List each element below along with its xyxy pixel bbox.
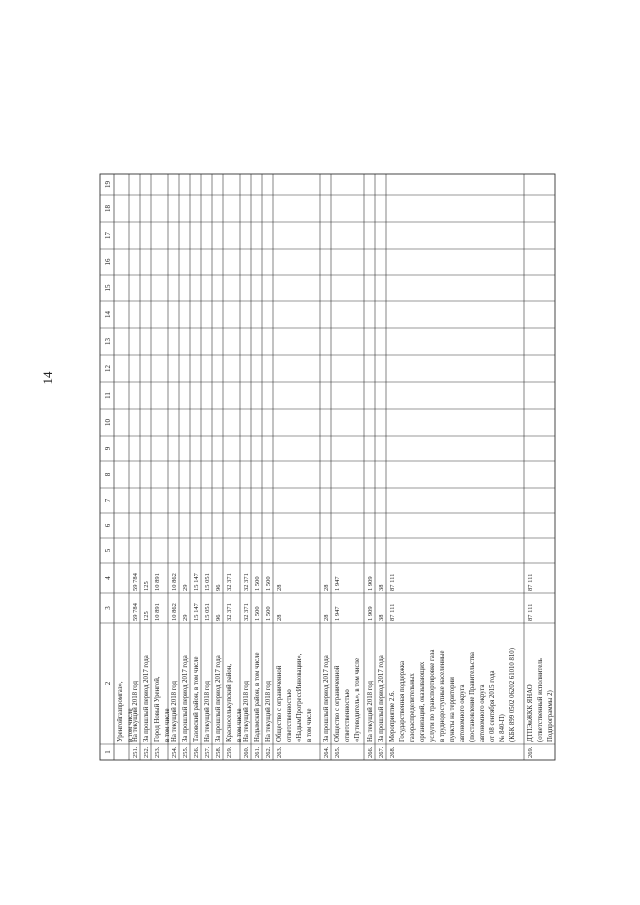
cell-col4: 87 111 [389, 573, 396, 591]
cell-col4: 15 147 [193, 573, 200, 591]
row-number: 261. [254, 746, 261, 758]
row-name: Общество с ограниченной [276, 665, 283, 742]
column-header-4: 4 [104, 576, 112, 580]
cell-col3: 32 371 [243, 603, 250, 621]
row-name: Красноселькупский район, [226, 663, 233, 742]
row-number: 263. [276, 746, 283, 758]
cell-col3: 96 [215, 614, 222, 621]
row-name: За прошлый период 2017 года [215, 655, 222, 742]
column-header-13: 13 [104, 338, 112, 345]
cell-col4: 1 500 [265, 576, 272, 591]
cell-col4: 10 891 [154, 573, 161, 591]
cell-col3: 28 [276, 614, 283, 621]
page-number: 14 [40, 371, 55, 385]
row-name: «Путеводитель», в том числе [354, 658, 361, 742]
cell-col3: 1 909 [367, 606, 374, 621]
cell-col4: 96 [215, 584, 222, 591]
row-number: 254. [171, 746, 178, 758]
column-header-17: 17 [104, 232, 112, 239]
row-name: Подпрограммы 2) [547, 690, 554, 742]
cell-col3: 10 862 [171, 603, 178, 621]
row-name: За прошлый период 2017 года [143, 655, 150, 742]
cell-col4: 1 947 [334, 576, 341, 591]
row-name: На текущий 2018 год [367, 681, 374, 742]
row-number: 258. [215, 746, 222, 758]
row-number: 267. [378, 746, 385, 758]
row-name: На текущий 2018 год [204, 681, 211, 742]
row-number: 266. [367, 746, 374, 758]
column-header-14: 14 [104, 311, 112, 318]
column-header-2: 2 [104, 681, 112, 686]
row-number: 257. [204, 746, 211, 758]
row-number: 264. [323, 746, 330, 758]
row-name: автономного округа [479, 684, 486, 742]
row-name: пункты на территории [449, 677, 456, 742]
cell-col4: 32 371 [243, 573, 250, 591]
cell-col4: 32 371 [226, 573, 233, 591]
row-name: (постановление Правительства [469, 652, 476, 742]
row-number: 265. [334, 746, 341, 758]
row-number: 251. [132, 746, 139, 758]
row-name: организаций, оказывающих [419, 661, 426, 742]
cell-col3: 28 [323, 614, 330, 621]
row-name: в том числе [236, 708, 243, 742]
row-name: в труднодоступные населенные [439, 650, 446, 742]
row-name: услуги по транспортировке газа [429, 649, 436, 742]
column-header-11: 11 [104, 392, 112, 399]
cell-col3: 1 500 [265, 606, 272, 621]
column-header-8: 8 [104, 472, 112, 477]
cell-col4: 59 784 [132, 573, 139, 591]
row-name: На текущий 2018 год [171, 681, 178, 742]
row-name: Надымский район, в том числе [254, 652, 261, 742]
row-name: в том числе [164, 708, 171, 742]
row-name: от 08 сентября 2015 года [489, 670, 496, 742]
cell-col4: 38 [378, 584, 385, 591]
row-name: ответственностью [286, 689, 293, 742]
cell-col4: 87 111 [527, 573, 534, 591]
row-number: 253. [154, 746, 161, 758]
row-name: Общество с ограниченной [334, 665, 341, 742]
row-name: газораспределительных [409, 673, 416, 742]
row-number: 256. [193, 746, 200, 758]
column-header-9: 9 [104, 446, 112, 451]
column-header-1: 1 [104, 750, 112, 754]
row-name: в том числе [306, 708, 313, 742]
column-header-7: 7 [104, 498, 112, 503]
cell-col4: 125 [143, 581, 150, 591]
row-name: (ответственный исполнитель [537, 658, 544, 742]
column-header-16: 16 [104, 258, 112, 266]
row-name: Тазовский район, в том числе [193, 656, 200, 742]
cell-col3: 32 371 [226, 603, 233, 621]
row-name: в том числе [127, 708, 134, 742]
row-number: 268. [389, 746, 396, 758]
cell-col3: 10 891 [154, 603, 161, 621]
cell-col3: 29 [182, 614, 189, 621]
cell-col3: 1 500 [254, 606, 261, 621]
row-name: На текущий 2018 год [243, 681, 250, 742]
row-number: 260. [243, 746, 250, 758]
cell-col4: 1 909 [367, 576, 374, 591]
cell-col3: 1 947 [334, 606, 341, 621]
column-header-6: 6 [104, 523, 112, 528]
cell-col4: 28 [323, 584, 330, 591]
cell-col4: 28 [276, 584, 283, 591]
row-name: (КБК 899 0502 06202 61010 810) [509, 648, 516, 742]
row-number: 262. [265, 746, 272, 758]
row-number: 255. [182, 746, 189, 758]
row-name: № 840-П) [499, 714, 506, 742]
cell-col4: 1 500 [254, 576, 261, 591]
row-name: На текущий 2018 год [132, 681, 139, 742]
row-number: 269. [527, 746, 534, 758]
row-name: Государственная поддержка [399, 660, 406, 742]
cell-col3: 38 [378, 614, 385, 621]
column-header-15: 15 [104, 284, 112, 292]
row-name: «НадымПрогрессИнновации», [296, 653, 303, 742]
column-header-19: 19 [104, 181, 112, 188]
row-name: За прошлый период 2017 года [323, 655, 330, 742]
cell-col3: 15 051 [204, 603, 211, 621]
row-name: ДТПЭиЖКК ЯНАО [527, 684, 534, 742]
cell-col4: 29 [182, 584, 189, 591]
cell-col3: 15 147 [193, 603, 200, 621]
cell-col3: 87 111 [527, 603, 534, 621]
row-name: Уренгойгазпромгаз», [117, 681, 124, 742]
cell-col3: 59 784 [132, 603, 139, 621]
column-header-3: 3 [104, 606, 112, 610]
row-name: На текущий 2018 год [265, 681, 272, 742]
cell-col4: 15 051 [204, 573, 211, 591]
column-header-12: 12 [104, 365, 112, 372]
column-header-18: 18 [104, 205, 112, 212]
column-header-5: 5 [104, 548, 112, 553]
data-table [100, 174, 555, 760]
row-name: автономного округа [459, 684, 466, 742]
row-name: За прошлый период 2017 года [182, 655, 189, 742]
column-header-10: 10 [104, 419, 112, 426]
row-number: 252. [143, 746, 150, 758]
cell-col4: 10 862 [171, 573, 178, 591]
cell-col3: 87 111 [389, 603, 396, 621]
cell-col3: 125 [143, 611, 150, 621]
row-name: Город Новый Уренгой, [154, 676, 161, 742]
row-name: Мероприятие 2.6. [389, 690, 396, 742]
row-name: За прошлый период 2017 года [378, 655, 385, 742]
row-number: 259. [226, 746, 233, 758]
row-name: ответственностью [344, 689, 351, 742]
